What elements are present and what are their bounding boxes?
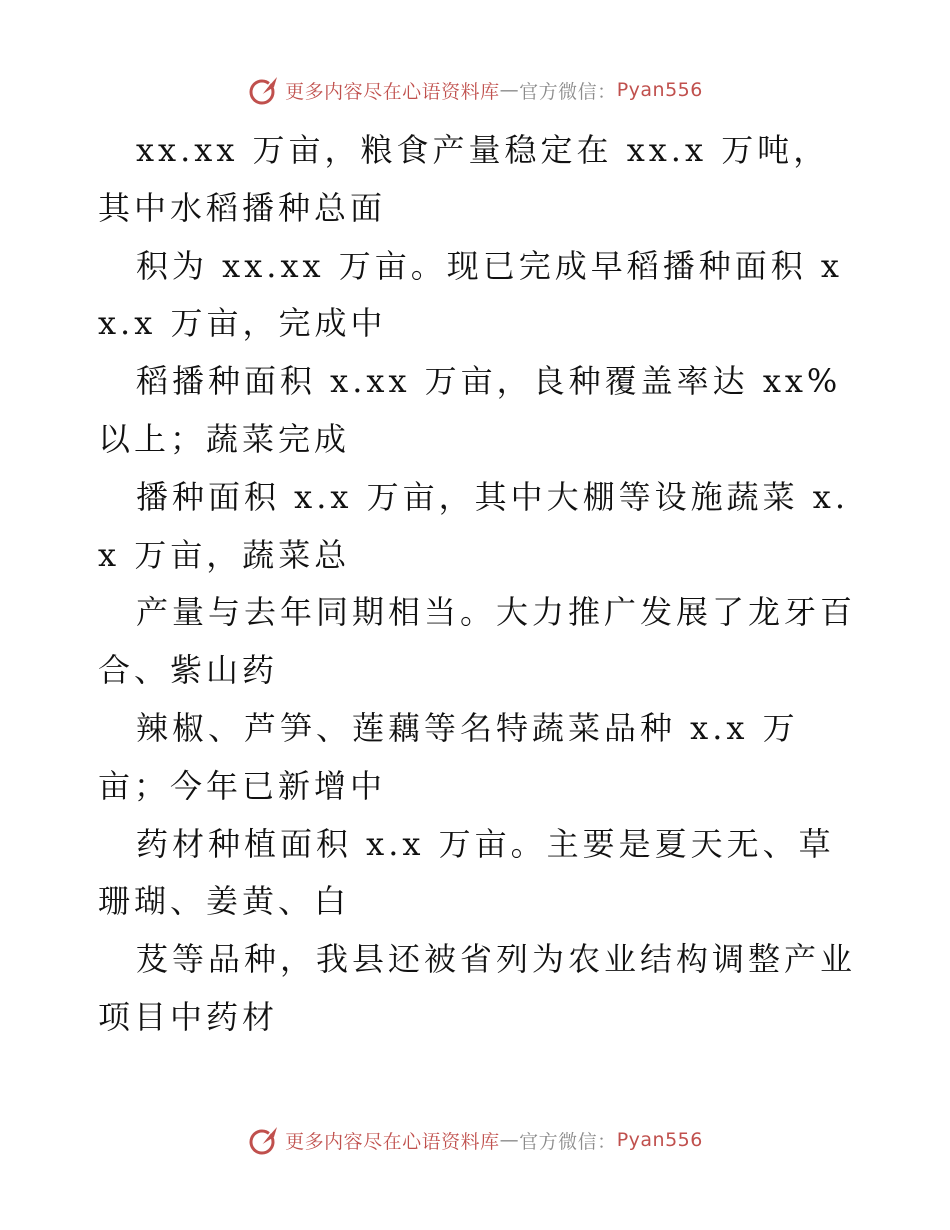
footer-watermark — [0, 1120, 950, 1160]
watermark-handle: Pyan556 — [616, 79, 703, 101]
document-body — [98, 122, 858, 1047]
feather-logo-icon — [247, 1123, 281, 1157]
watermark-text: 更多内容尽在心语资料库 — [285, 80, 500, 103]
watermark-dash: — — [499, 79, 520, 101]
paragraph: 稻播种面积 x.xx 万亩，良种覆盖率达 xx%以上；蔬菜完成 — [98, 362, 842, 458]
watermark-handle: Pyan556 — [616, 1129, 703, 1151]
watermark-wechat-label: 官方微信： — [519, 80, 617, 103]
paragraph: xx.xx 万亩，粮食产量稳定在 xx.x 万吨，其中水稻播种总面 — [98, 131, 830, 227]
paragraph: 芨等品种，我县还被省列为农业结构调整产业项目中药材 — [98, 940, 857, 1036]
paragraph: 药材种植面积 x.x 万亩。主要是夏天无、草珊瑚、姜黄、白 — [98, 824, 835, 921]
watermark-wechat-label: 官方微信： — [519, 1130, 617, 1153]
feather-logo-icon — [247, 73, 281, 107]
paragraph: 产量与去年同期相当。大力推广发展了龙牙百合、紫山药 — [98, 593, 857, 690]
paragraph: 播种面积 x.x 万亩，其中大棚等设施蔬菜 x.x 万亩，蔬菜总 — [98, 477, 850, 574]
watermark-text: 更多内容尽在心语资料库 — [285, 1130, 500, 1153]
header-watermark — [0, 70, 950, 110]
paragraph: 积为 xx.xx 万亩。现已完成早稻播种面积 xx.x 万亩，完成中 — [98, 246, 843, 343]
paragraph: 辣椒、芦笋、莲藕等名特蔬菜品种 x.x 万亩；今年已新增中 — [98, 708, 799, 805]
watermark-dash: — — [499, 1129, 520, 1151]
